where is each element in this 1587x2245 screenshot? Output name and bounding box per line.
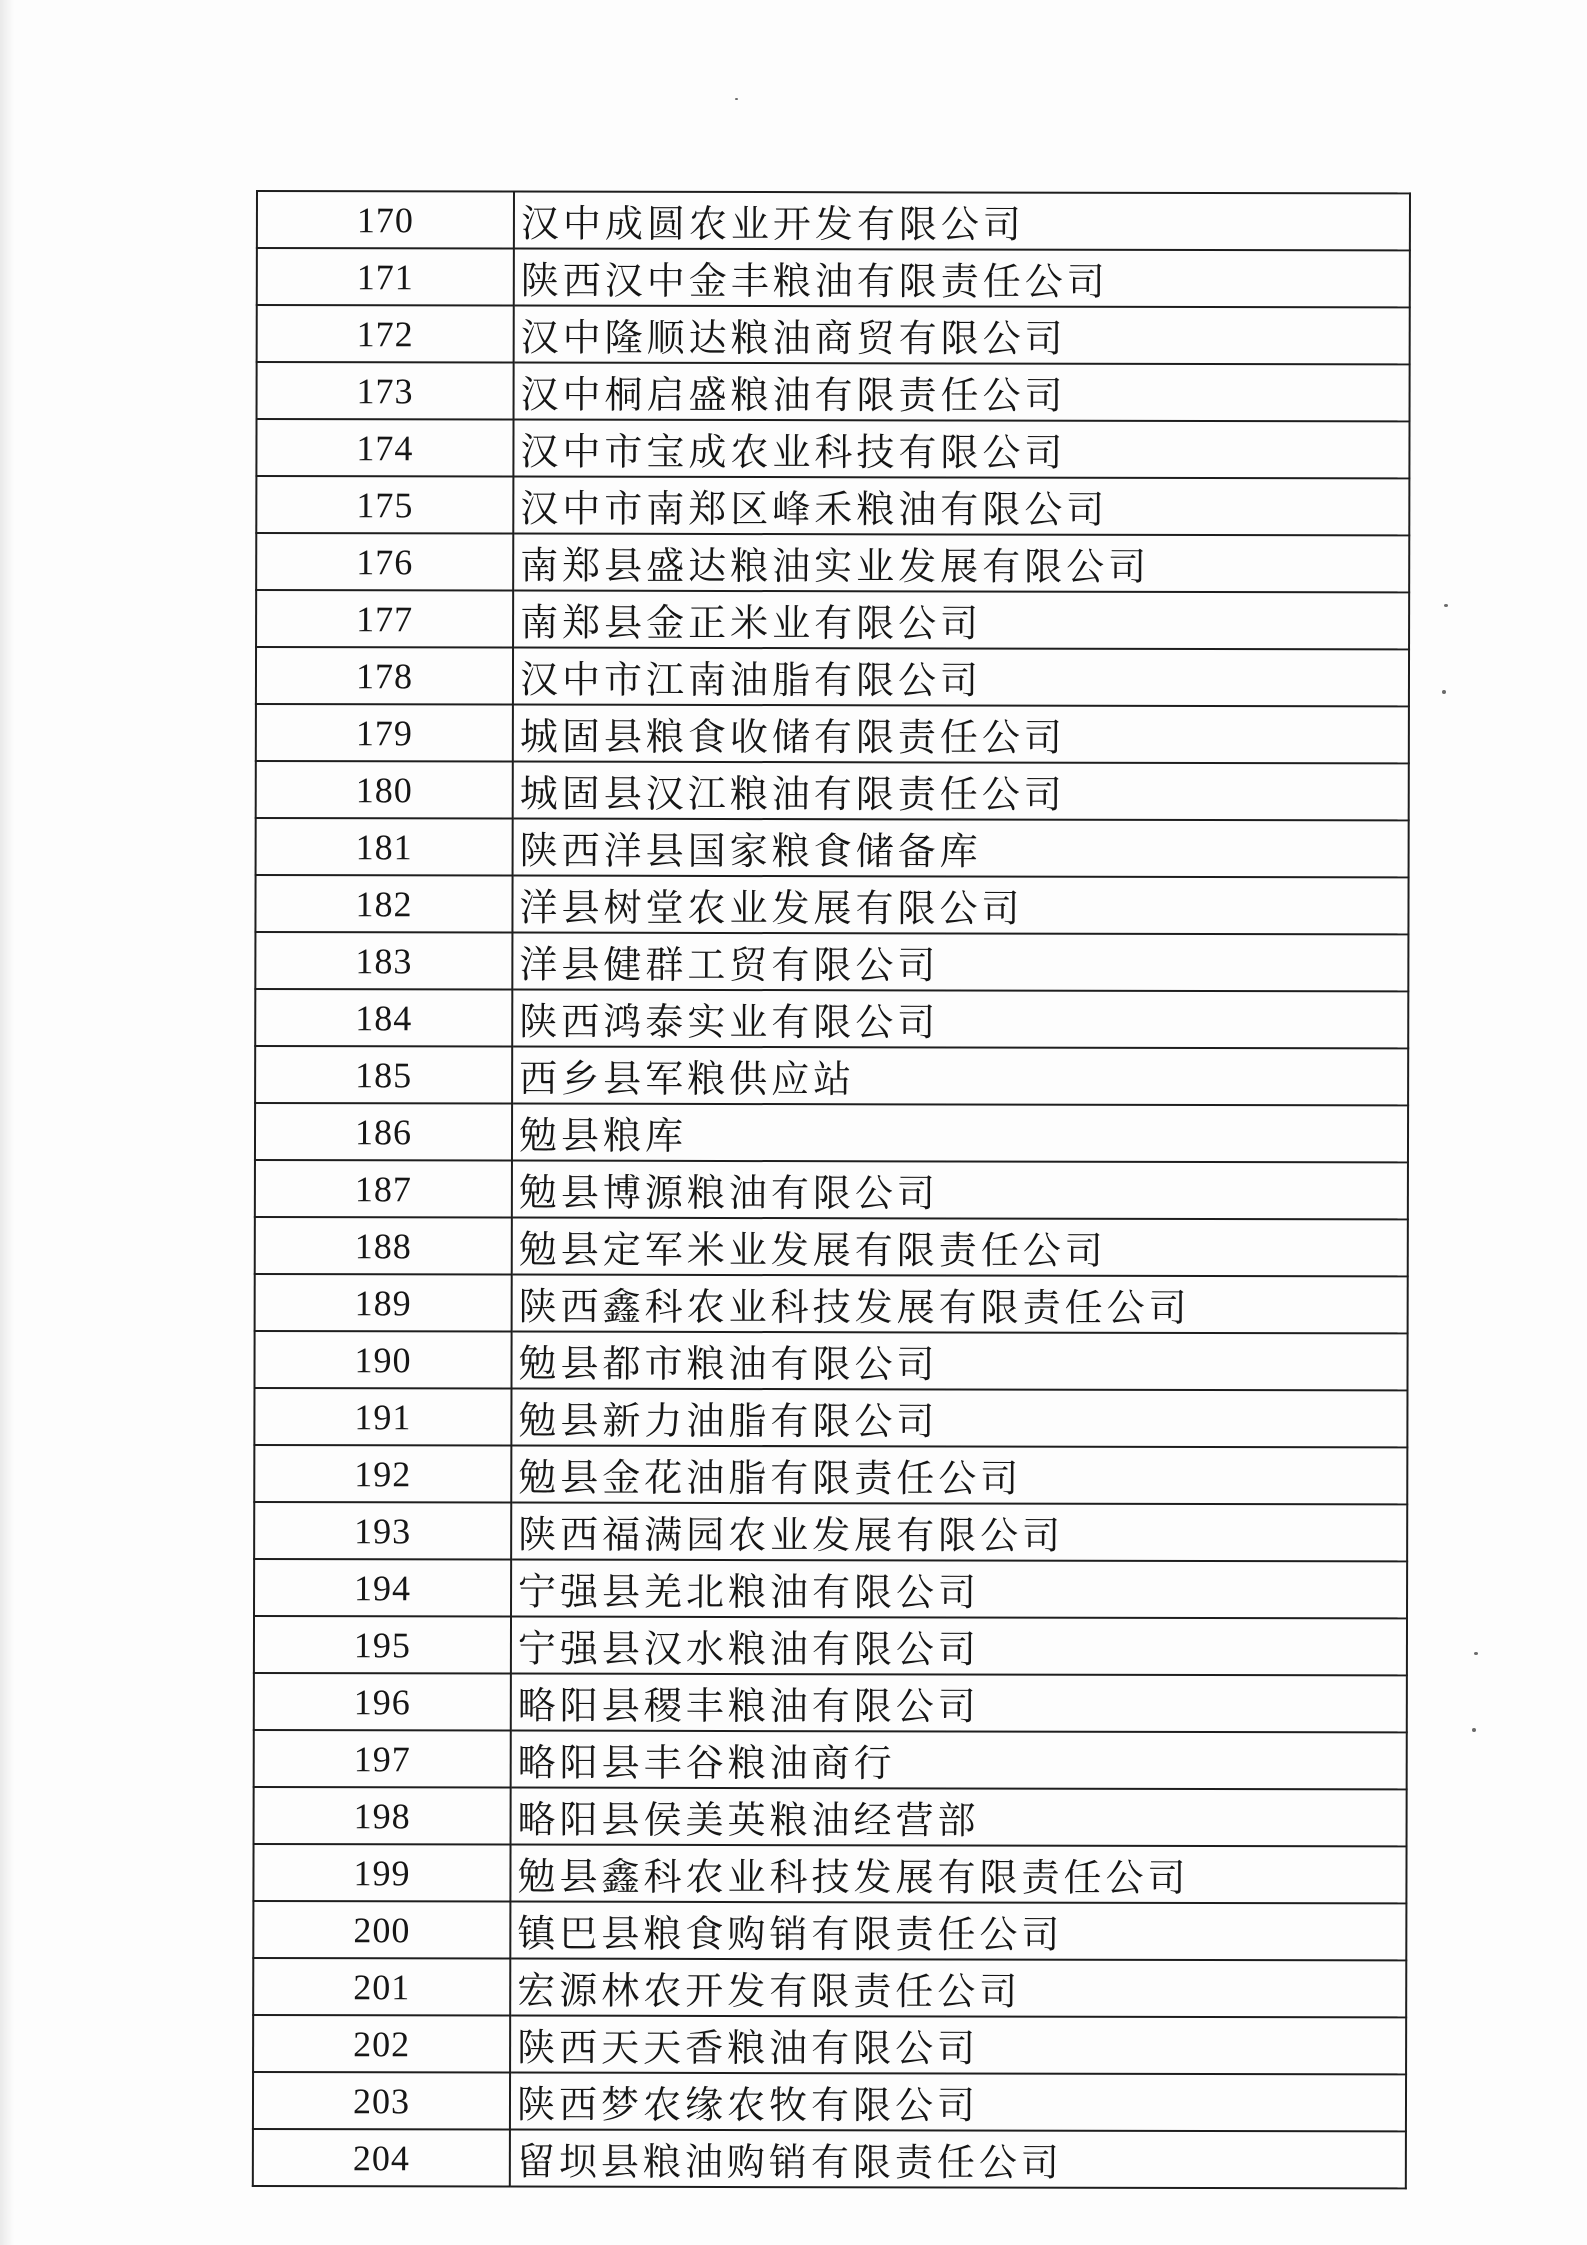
table-row xyxy=(257,191,1410,250)
row-number-cell: 196 xyxy=(254,1673,511,1731)
table-row xyxy=(256,476,1409,535)
row-number-cell: 174 xyxy=(256,419,513,477)
company-name-cell: 陕西福满园农业发展有限公司 xyxy=(511,1503,1407,1562)
table-row xyxy=(253,1844,1406,1903)
table-row xyxy=(256,419,1409,478)
row-number-cell: 180 xyxy=(256,761,513,819)
company-name-cell: 镇巴县粮食购销有限责任公司 xyxy=(510,1902,1406,1961)
company-name-cell: 勉县鑫科农业科技发展有限责任公司 xyxy=(510,1845,1406,1904)
table-row xyxy=(253,2015,1406,2074)
table-row xyxy=(254,1331,1407,1390)
table-row xyxy=(255,932,1408,991)
company-name-cell: 宁强县羌北粮油有限公司 xyxy=(511,1560,1407,1619)
table-row xyxy=(255,1274,1408,1333)
row-number-cell: 181 xyxy=(256,818,513,876)
scan-speck xyxy=(1474,1652,1478,1655)
row-number-cell: 188 xyxy=(255,1217,512,1275)
company-name-cell: 陕西洋县国家粮食储备库 xyxy=(513,819,1409,878)
company-name-cell: 勉县博源粮油有限公司 xyxy=(512,1161,1408,1220)
company-name-cell: 城固县汉江粮油有限责任公司 xyxy=(513,762,1409,821)
company-name-cell: 留坝县粮油购销有限责任公司 xyxy=(510,2130,1406,2189)
row-number-cell: 186 xyxy=(255,1103,512,1161)
row-number-cell: 193 xyxy=(254,1502,511,1560)
table-row xyxy=(257,362,1410,421)
company-name-cell: 陕西鸿泰实业有限公司 xyxy=(512,990,1408,1049)
company-name-cell: 宏源林农开发有限责任公司 xyxy=(510,1959,1406,2018)
table-row xyxy=(254,1730,1407,1789)
table-row xyxy=(257,305,1410,364)
row-number-cell: 195 xyxy=(254,1616,511,1674)
row-number-cell: 178 xyxy=(256,647,513,705)
table-row xyxy=(256,590,1409,649)
row-number-cell: 199 xyxy=(253,1844,510,1902)
company-name-cell: 勉县金花油脂有限责任公司 xyxy=(511,1446,1407,1505)
company-name-cell: 陕西鑫科农业科技发展有限责任公司 xyxy=(512,1275,1408,1334)
table-row xyxy=(254,1787,1407,1846)
scan-speck xyxy=(1472,1728,1476,1732)
table-row xyxy=(255,989,1408,1048)
table-row xyxy=(255,1046,1408,1105)
row-number-cell: 187 xyxy=(255,1160,512,1218)
table-row xyxy=(257,248,1410,307)
row-number-cell: 177 xyxy=(256,590,513,648)
company-name-cell: 汉中桐启盛粮油有限责任公司 xyxy=(514,363,1410,422)
row-number-cell: 170 xyxy=(257,191,514,249)
row-number-cell: 184 xyxy=(255,989,512,1047)
row-number-cell: 189 xyxy=(255,1274,512,1332)
company-name-cell: 汉中成圆农业开发有限公司 xyxy=(514,192,1410,251)
table-row xyxy=(253,2072,1406,2131)
row-number-cell: 190 xyxy=(254,1331,511,1389)
row-number-cell: 194 xyxy=(254,1559,511,1617)
table-row xyxy=(255,1217,1408,1276)
row-number-cell: 175 xyxy=(256,476,513,534)
table-row xyxy=(253,1958,1406,2017)
table-row xyxy=(253,2129,1406,2188)
table-row xyxy=(254,1673,1407,1732)
company-name-cell: 洋县健群工贸有限公司 xyxy=(512,933,1408,992)
row-number-cell: 200 xyxy=(253,1901,510,1959)
company-list-table xyxy=(252,190,1411,2189)
row-number-cell: 197 xyxy=(254,1730,511,1788)
company-name-cell: 勉县都市粮油有限公司 xyxy=(511,1332,1407,1391)
company-name-cell: 宁强县汉水粮油有限公司 xyxy=(511,1617,1407,1676)
row-number-cell: 176 xyxy=(256,533,513,591)
row-number-cell: 192 xyxy=(254,1445,511,1503)
table-row xyxy=(255,875,1408,934)
company-name-cell: 汉中市江南油脂有限公司 xyxy=(513,648,1409,707)
company-name-cell: 略阳县稷丰粮油有限公司 xyxy=(511,1674,1407,1733)
company-name-cell: 陕西天天香粮油有限公司 xyxy=(510,2016,1406,2075)
row-number-cell: 185 xyxy=(255,1046,512,1104)
row-number-cell: 179 xyxy=(256,704,513,762)
company-name-cell: 略阳县侯美英粮油经营部 xyxy=(511,1788,1407,1847)
scan-speck xyxy=(1444,604,1448,607)
row-number-cell: 198 xyxy=(254,1787,511,1845)
table-row xyxy=(254,1616,1407,1675)
table-row xyxy=(255,1160,1408,1219)
row-number-cell: 183 xyxy=(255,932,512,990)
row-number-cell: 203 xyxy=(253,2072,510,2130)
table-row xyxy=(253,1901,1406,1960)
row-number-cell: 204 xyxy=(253,2129,510,2187)
company-name-cell: 城固县粮食收储有限责任公司 xyxy=(513,705,1409,764)
company-list-body xyxy=(253,191,1410,2188)
table-row xyxy=(256,533,1409,592)
company-name-cell: 汉中市南郑区峰禾粮油有限公司 xyxy=(513,477,1409,536)
table-row xyxy=(256,647,1409,706)
table-row xyxy=(254,1502,1407,1561)
row-number-cell: 172 xyxy=(257,305,514,363)
scan-speck xyxy=(1442,690,1446,694)
company-name-cell: 汉中市宝成农业科技有限公司 xyxy=(513,420,1409,479)
row-number-cell: 173 xyxy=(257,362,514,420)
table-row xyxy=(254,1445,1407,1504)
scan-edge-shadow xyxy=(0,0,14,2245)
table-row xyxy=(255,1103,1408,1162)
company-name-cell: 汉中隆顺达粮油商贸有限公司 xyxy=(514,306,1410,365)
scan-speck xyxy=(735,98,738,100)
company-name-cell: 陕西汉中金丰粮油有限责任公司 xyxy=(514,249,1410,308)
company-name-cell: 洋县树堂农业发展有限公司 xyxy=(512,876,1408,935)
row-number-cell: 201 xyxy=(253,1958,510,2016)
company-name-cell: 西乡县军粮供应站 xyxy=(512,1047,1408,1106)
company-name-cell: 勉县新力油脂有限公司 xyxy=(511,1389,1407,1448)
table-row xyxy=(256,704,1409,763)
company-name-cell: 陕西梦农缘农牧有限公司 xyxy=(510,2073,1406,2132)
row-number-cell: 182 xyxy=(255,875,512,933)
row-number-cell: 202 xyxy=(253,2015,510,2073)
company-name-cell: 南郑县金正米业有限公司 xyxy=(513,591,1409,650)
company-name-cell: 南郑县盛达粮油实业发展有限公司 xyxy=(513,534,1409,593)
company-name-cell: 略阳县丰谷粮油商行 xyxy=(511,1731,1407,1790)
company-name-cell: 勉县定军米业发展有限责任公司 xyxy=(512,1218,1408,1277)
table-row xyxy=(256,818,1409,877)
row-number-cell: 191 xyxy=(254,1388,511,1446)
table-row xyxy=(254,1388,1407,1447)
row-number-cell: 171 xyxy=(257,248,514,306)
table-row xyxy=(254,1559,1407,1618)
company-name-cell: 勉县粮库 xyxy=(512,1104,1408,1163)
table-row xyxy=(256,761,1409,820)
